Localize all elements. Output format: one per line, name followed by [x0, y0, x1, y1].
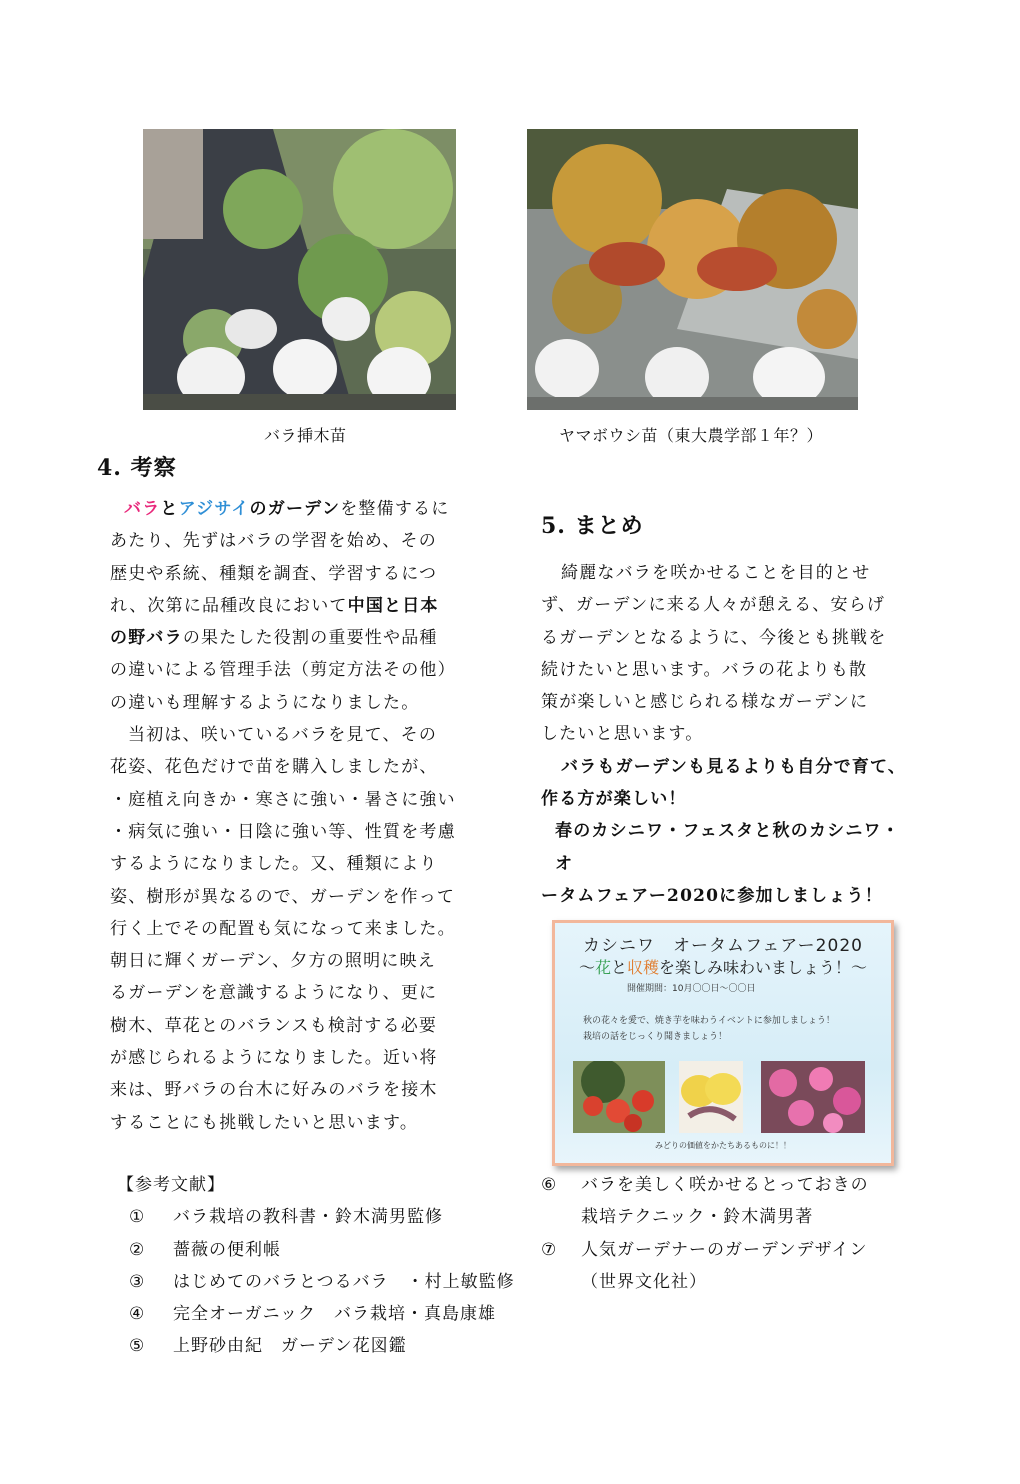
section5-heading: 5. まとめ [541, 513, 644, 539]
section4-line: するようになりました。又、種類により [110, 854, 438, 875]
reference-item: ⑤ 上野砂由紀 ガーデン花図鑑 [129, 1336, 407, 1357]
section5-line: 綺麗なバラを咲かせることを目的とせ [561, 563, 871, 583]
section4-line: あたり、先ずはバラの学習を始め、その [110, 531, 437, 552]
section5-line: るガーデンとなるように、今後とも挑戦を [541, 627, 887, 648]
flyer-description: 秋の花々を愛で、焼き芋を味わうイベントに参加しましょう！ 栽培の話をじっくり聞きましょう！ [583, 1016, 835, 1042]
rose-cuttings-photo [143, 129, 456, 410]
right-photo-caption: ヤマボウシ苗（東大農学部１年？） [559, 426, 824, 445]
section5-bold-line: ータムフェアー2020に参加しましょう！ [541, 885, 883, 906]
flyer-subtitle: ～花と収穫を楽しみ味わいましょう！～ [578, 958, 868, 977]
section5-bold-line: バラもガーデンも見るよりも自分で育て、 [561, 756, 907, 777]
section4-line: ・病気に強い・日陰に強い等、性質を考慮 [110, 821, 456, 842]
flyer-photo-cosmos [761, 1061, 865, 1133]
rose-keyword: バラ [124, 499, 161, 519]
section4-line: 歴史や系統、種類を調査、学習するにつ [110, 563, 438, 584]
references-heading: 【参考文献】 [117, 1175, 225, 1195]
section4-line: るガーデンを意識するようになり、更に [110, 983, 438, 1004]
flyer-footer: みどりの価値をかたちあるものに！！ [655, 1141, 791, 1150]
section4-line: が感じられるようになりました。近い将 [110, 1048, 438, 1069]
reference-item: （世界文化社） [581, 1271, 707, 1292]
section4-line: の野バラの果たした役割の重要性や品種 [110, 628, 438, 649]
section5-line: 策が楽しいと感じられる様なガーデンに [541, 692, 869, 713]
reference-item: 栽培テクニック・鈴木満男著 [581, 1207, 814, 1228]
flyer-photo-sweet-potato [679, 1061, 743, 1133]
section4-line: の違いによる管理手法（剪定方法その他） [110, 660, 456, 681]
section5-line: 続けたいと思います。バラの花よりも散 [541, 659, 868, 680]
section4-line: 来は、野バラの台木に好みのバラを接木 [110, 1080, 438, 1101]
reference-item: ③ はじめてのバラとつるバラ ・村上敏監修 [129, 1271, 515, 1292]
autumn-fair-flyer [552, 920, 894, 1166]
flyer-photo-lycoris [573, 1061, 665, 1133]
section4-line: することにも挑戦したいと思います。 [110, 1112, 419, 1133]
section4-line: ・庭植え向きか・寒さに強い・暑さに強い [110, 789, 456, 810]
yamaboushi-seedlings-photo [527, 129, 858, 410]
hydrangea-keyword: アジサイ [178, 499, 250, 519]
section4-line: 花姿、花色だけで苗を購入しましたが、 [110, 757, 438, 778]
section4-body [110, 493, 490, 1139]
reference-item: ① バラ栽培の教科書・鈴木満男監修 [129, 1207, 443, 1228]
section5-bold-line: 春のカシニワ・フェスタと秋のカシニワ・オ [555, 821, 900, 874]
reference-item: ⑦ 人気ガーデナーのガーデンデザイン [541, 1239, 868, 1260]
left-photo-caption: バラ挿木苗 [264, 426, 347, 445]
reference-item: ⑥ バラを美しく咲かせるとっておきの [541, 1175, 869, 1195]
section4-line: れ、次第に品種改良において中国と日本 [110, 595, 439, 616]
section5-line: したいと思います。 [541, 724, 704, 745]
section4-line: バラとアジサイのガーデンを整備するに [124, 499, 450, 519]
references-right [541, 1169, 869, 1298]
section4-heading: 4. 考察 [97, 455, 177, 481]
section4-line: の違いも理解するようになりました。 [110, 692, 420, 713]
section5-bold-line: 作る方が楽しい！ [541, 789, 687, 810]
section4-line: 樹木、草花とのバランスも検討する必要 [110, 1015, 438, 1036]
flyer-title: カシニワ オータムフェアー2020 [583, 936, 863, 956]
section5-line: ず、ガーデンに来る人々が憩える、安らげ [541, 595, 886, 616]
section4-line: 当初は、咲いているバラを見て、その [128, 725, 438, 746]
references-left [117, 1169, 515, 1363]
section5-body [541, 557, 911, 912]
section4-line: 行く上でその配置も気になって来ました。 [110, 918, 456, 939]
reference-item: ② 薔薇の便利帳 [129, 1239, 281, 1260]
flyer-period: 開催期間：10月〇〇日～〇〇日 [627, 984, 756, 994]
reference-item: ④ 完全オーガニック バラ栽培・真島康雄 [129, 1304, 496, 1325]
section4-line: 姿、樹形が異なるので、ガーデンを作って [110, 886, 456, 907]
section4-line: 朝日に輝くガーデン、夕方の照明に映え [110, 951, 436, 972]
